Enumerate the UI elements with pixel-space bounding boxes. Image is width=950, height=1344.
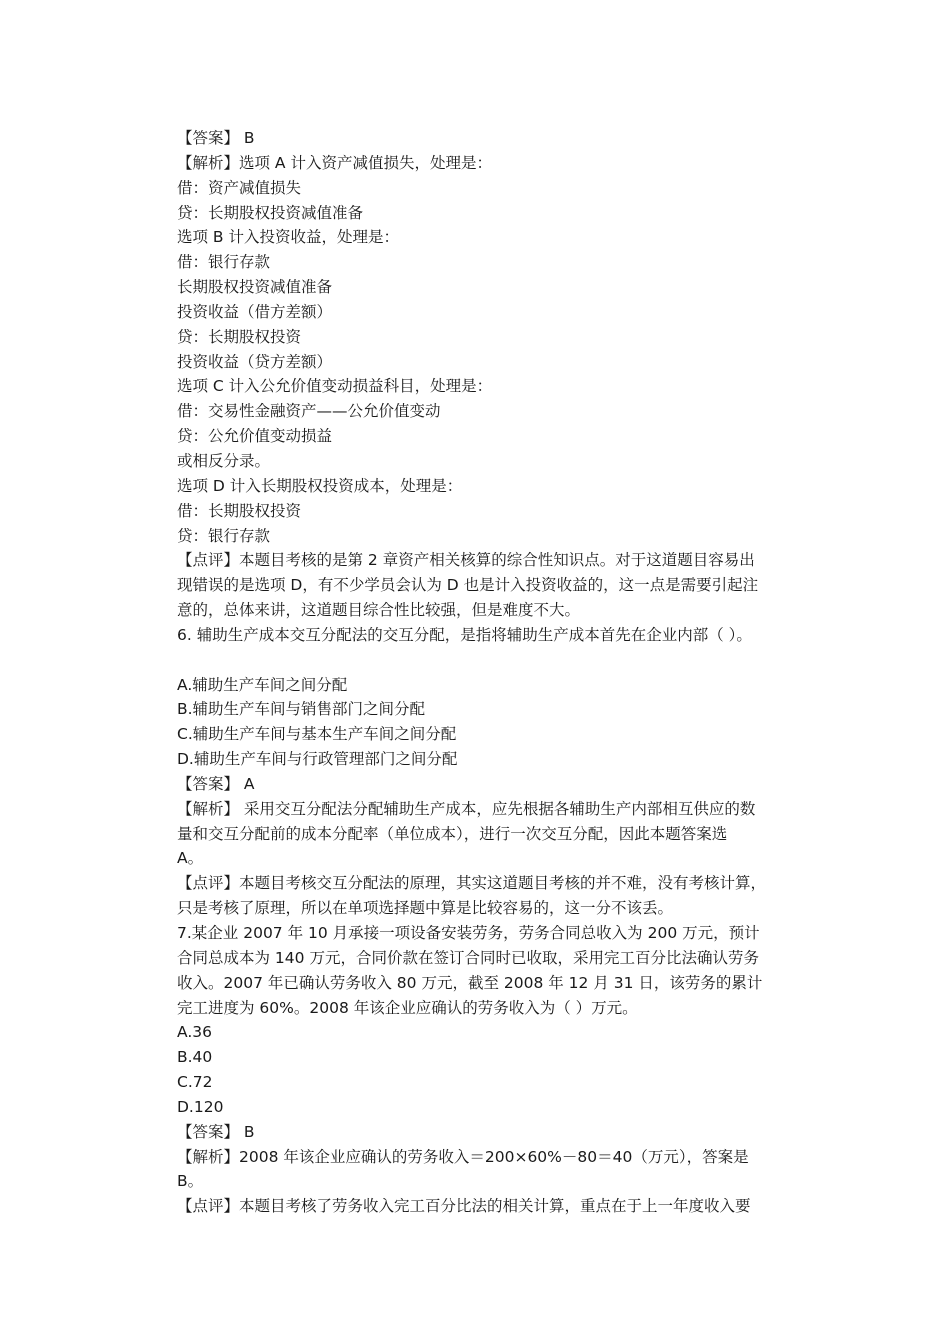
- question-7: 7.某企业 2007 年 10 月承接一项设备安装劳务，劳务合同总收入为 200 万元，预计: [177, 924, 760, 942]
- analysis-q7: 【解析】2008 年该企业应确认的劳务收入＝200×60%－80＝40（万元），答案是: [177, 1147, 749, 1166]
- text-line: 借：长期股权投资: [177, 501, 302, 520]
- comment-q6: 【点评】本题目考核交互分配法的原理，其实这道题目考核的并不难，没有考核计算，: [177, 874, 767, 893]
- answer-q7: 【答案】 B: [177, 1122, 255, 1141]
- blank-line: [177, 648, 827, 673]
- comment-q7: 【点评】本题目考核了劳务收入完工百分比法的相关计算，重点在于上一年度收入要: [177, 1197, 751, 1216]
- text-line: 量和交互分配前的成本分配率（单位成本），进行一次交互分配，因此本题答案选: [177, 824, 728, 843]
- option-c-q7: C.72: [177, 1073, 213, 1092]
- option-c-q6: C.辅助生产车间与基本生产车间之间分配: [177, 725, 457, 744]
- comment-q5: 【点评】本题目考核的是第 2 章资产相关核算的综合性知识点。对于这道题目容易出: [177, 551, 755, 570]
- text-line: 选项 D 计入长期股权投资成本，处理是：: [177, 476, 463, 495]
- option-a-q7: A.36: [177, 1023, 212, 1042]
- answer-q5: 【答案】 B: [177, 129, 255, 147]
- text-line: 借：交易性金融资产——公允价值变动: [177, 402, 441, 421]
- document-body: [177, 126, 827, 1219]
- option-b-q7: B.40: [177, 1048, 213, 1067]
- text-line: 贷：公允价值变动损益: [177, 427, 333, 446]
- text-line: 选项 C 计入公允价值变动损益科目，处理是：: [177, 377, 493, 396]
- text-line: 选项 B 计入投资收益，处理是：: [177, 228, 399, 247]
- text-line: 合同总成本为 140 万元，合同价款在签订合同时已收取，采用完工百分比法确认劳务: [177, 948, 759, 967]
- analysis-q6: 【解析】 采用交互分配法分配辅助生产成本，应先根据各辅助生产内部相互供应的数: [177, 799, 756, 818]
- text-line: 完工进度为 60%。2008 年该企业应确认的劳务收入为（ ）万元。: [177, 998, 638, 1017]
- text-line: A。: [177, 849, 204, 868]
- text-line: 投资收益（贷方差额）: [177, 352, 333, 371]
- text-line: 或相反分录。: [177, 451, 271, 470]
- text-line: 投资收益（借方差额）: [177, 302, 333, 321]
- option-d-q7: D.120: [177, 1097, 224, 1116]
- option-d-q6: D.辅助生产车间与行政管理部门之间分配: [177, 750, 458, 769]
- text-line: 借：资产减值损失: [177, 178, 302, 197]
- option-a-q6: A.辅助生产车间之间分配: [177, 675, 348, 694]
- text-line: 贷：长期股权投资: [177, 327, 302, 346]
- text-line: 长期股权投资减值准备: [177, 278, 333, 297]
- question-6: 6. 辅助生产成本交互分配法的交互分配，是指将辅助生产成本首先在企业内部（ ）。: [177, 625, 752, 644]
- text-line: 借：银行存款: [177, 253, 271, 272]
- text-line: 现错误的是选项 D，有不少学员会认为 D 也是计入投资收益的，这一点是需要引起注: [177, 576, 759, 595]
- option-b-q6: B.辅助生产车间与销售部门之间分配: [177, 700, 426, 719]
- text-line: B。: [177, 1172, 204, 1191]
- text-line: 意的，总体来讲，这道题目综合性比较强，但是难度不大。: [177, 601, 581, 620]
- text-line: 贷：银行存款: [177, 526, 271, 545]
- text-line: 只是考核了原理，所以在单项选择题中算是比较容易的，这一分不该丢。: [177, 899, 674, 918]
- analysis-q5: 【解析】选项 A 计入资产减值损失，处理是：: [177, 153, 492, 172]
- text-line: 收入。2007 年已确认劳务收入 80 万元，截至 2008 年 12 月 31 日，该劳务的累计: [177, 973, 763, 992]
- text-line: 贷：长期股权投资减值准备: [177, 203, 364, 222]
- answer-q6: 【答案】 A: [177, 774, 255, 793]
